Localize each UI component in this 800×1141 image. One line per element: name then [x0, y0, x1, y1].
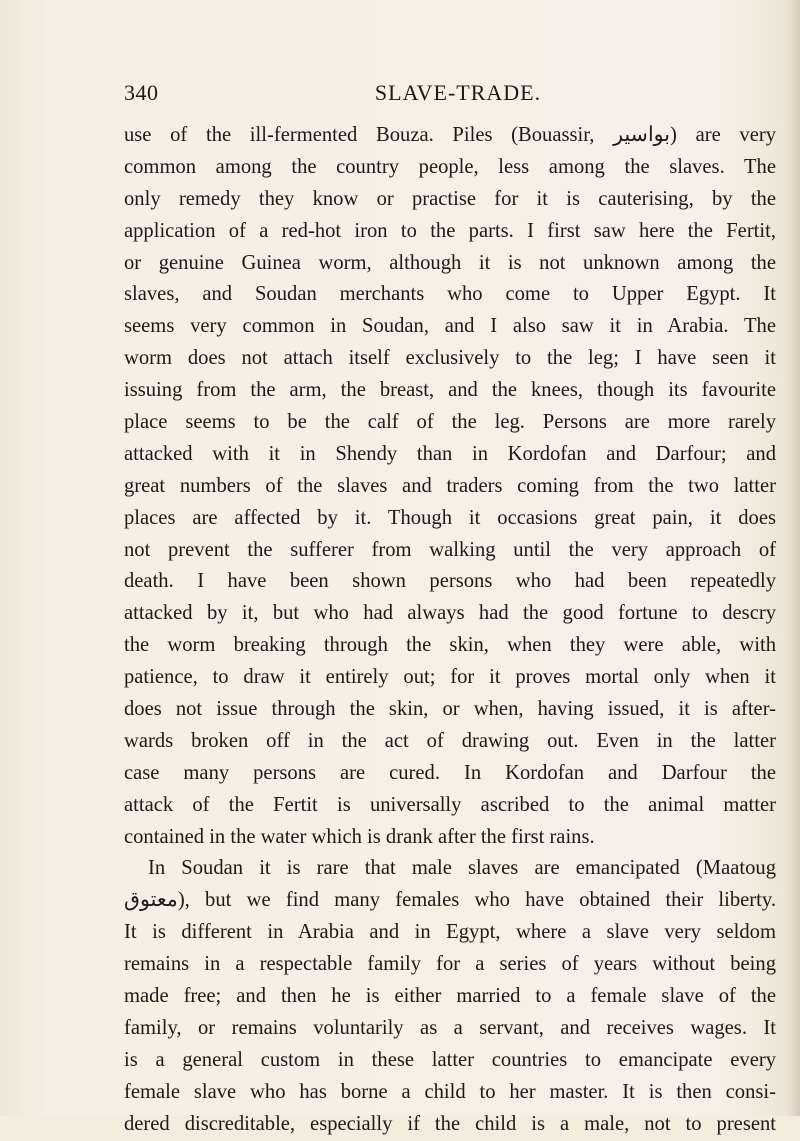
text-line: family, or remains voluntarily as a servant, and receives wages. It	[124, 1016, 776, 1039]
text-line: worm does not attach itself exclusively to the leg; I have seen it	[124, 347, 776, 370]
text-line: does not issue through the skin, or when, having issued, it is after-	[124, 698, 776, 721]
text-line: wards broken off in the act of drawing out. Even in the latter	[124, 729, 776, 752]
text-line: In Soudan it is rare that male slaves are emancipated (Maatoug	[148, 857, 776, 880]
paragraph-1	[124, 120, 776, 853]
text-line: case many persons are cured. In Kordofan and Darfour the	[124, 761, 776, 784]
text-line: patience, to draw it entirely out; for it proves mortal only when it	[124, 666, 776, 689]
text-line: not prevent the sufferer from walking until the very approach of	[124, 538, 776, 561]
text-line: place seems to be the calf of the leg. Persons are more rarely	[124, 411, 776, 434]
text-line: application of a red-hot iron to the parts. I first saw here the Fertit,	[124, 219, 776, 242]
text-line: slaves, and Soudan merchants who come to Upper Egypt. It	[124, 283, 776, 306]
page-header	[124, 80, 776, 110]
text-line: made free; and then he is either married to a female slave of the	[124, 985, 776, 1008]
text-line: or genuine Guinea worm, although it is not unknown among the	[124, 251, 776, 274]
text-line: death. I have been shown persons who had been repeatedly	[124, 570, 776, 593]
text-line: the worm breaking through the skin, when they were able, with	[124, 634, 776, 657]
text-line: remains in a respectable family for a series of years without being	[124, 953, 776, 976]
text-line: attack of the Fertit is universally ascribed to the animal matter	[124, 793, 776, 816]
running-head: SLAVE-TRADE.	[374, 80, 542, 105]
text-line: common among the country people, less among the slaves. The	[124, 155, 776, 178]
text-line: great numbers of the slaves and traders coming from the two latter	[124, 474, 776, 497]
page-number: 340	[124, 80, 159, 105]
text-line: is a general custom in these latter countries to emancipate every	[124, 1048, 776, 1071]
text-line: only remedy they know or practise for it is cauterising, by the	[124, 187, 776, 210]
text-line: female slave who has borne a child to her master. It is then consi-	[124, 1080, 776, 1103]
text-line: seems very common in Soudan, and I also saw it in Arabia. The	[124, 315, 776, 338]
text-line: places are affected by it. Though it occasions great pain, it does	[124, 506, 776, 529]
text-line: It is different in Arabia and in Egypt, where a slave very seldom	[124, 921, 776, 944]
text-line: معتوق), but we find many females who have obtained their liberty.	[124, 889, 776, 912]
text-line: dered discreditable, especially if the child is a male, not to present	[124, 1112, 776, 1135]
text-line: attacked with it in Shendy than in Kordofan and Darfour; and	[124, 442, 776, 465]
text-line: issuing from the arm, the breast, and the knees, though its favourite	[124, 379, 776, 402]
text-line: use of the ill-fermented Bouza. Piles (Bouassir, بواسير) are very	[124, 124, 776, 146]
page-edge-shadow	[786, 0, 800, 1116]
text-line: attacked by it, but who had always had the good fortune to descry	[124, 602, 776, 625]
text-line: contained in the water which is drank after the first rains.	[124, 825, 595, 848]
body-text	[124, 120, 776, 1141]
paragraph-2	[124, 853, 776, 1140]
